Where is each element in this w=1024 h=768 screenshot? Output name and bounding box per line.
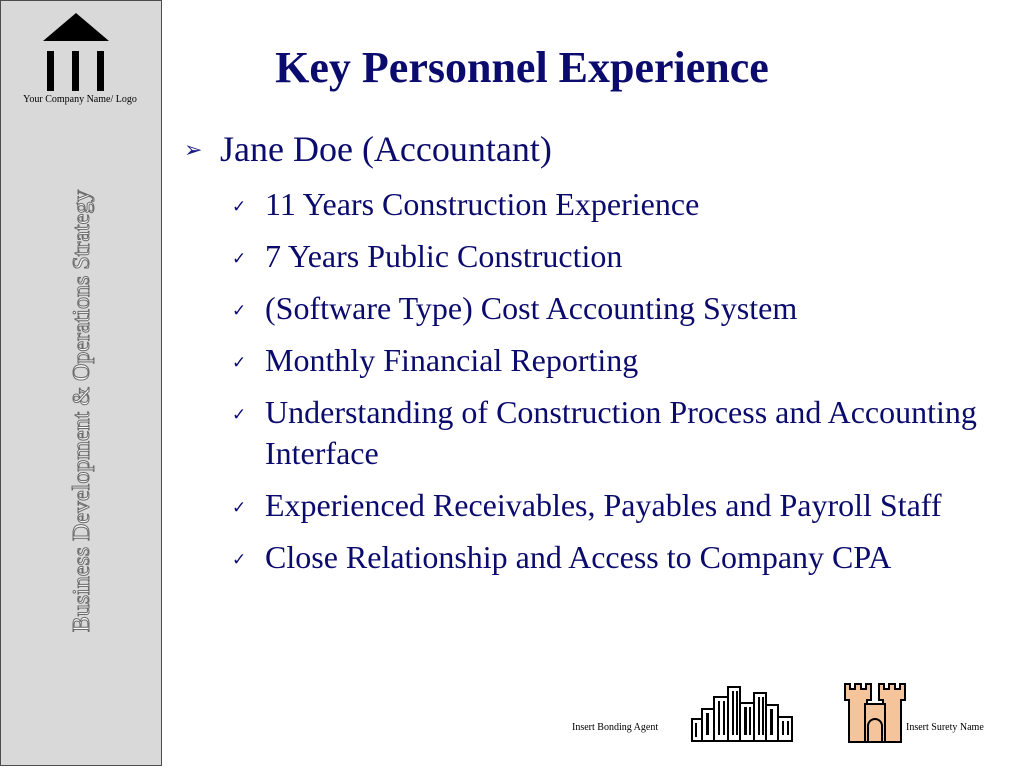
sub-bullet-text: Understanding of Construction Process and Accounting Interface <box>265 394 977 471</box>
sidebar-vertical-text: Business Development & Operations Strategy <box>69 189 95 633</box>
sidebar <box>0 0 162 766</box>
sub-bullet <box>232 340 992 381</box>
sub-bullet-text: Monthly Financial Reporting <box>265 342 639 378</box>
sub-bullet-text: (Software Type) Cost Accounting System <box>265 290 798 326</box>
bonding-agent-label: Insert Bonding Agent <box>572 722 659 733</box>
surety-name-label: Insert Surety Name <box>906 722 984 733</box>
main-bullet-text: Jane Doe (Accountant) <box>220 129 552 169</box>
sub-bullet <box>232 392 992 474</box>
sub-bullet-list <box>232 184 992 589</box>
checkmark-icon: ✓ <box>232 405 247 424</box>
checkmark-icon: ✓ <box>232 197 247 216</box>
city-skyline-icon <box>690 683 794 743</box>
company-name: Your Company Name/ Logo <box>23 94 137 105</box>
sub-bullet-text: 11 Years Construction Experience <box>265 186 700 222</box>
sub-bullet <box>232 485 992 526</box>
sub-bullet <box>232 184 992 225</box>
checkmark-icon: ✓ <box>232 353 247 372</box>
arrow-bullet-icon: ➢ <box>184 137 203 162</box>
building-columns-icon <box>41 11 111 93</box>
sub-bullet <box>232 288 992 329</box>
sub-bullet <box>232 537 992 578</box>
sub-bullet-text: 7 Years Public Construction <box>265 238 623 274</box>
sub-bullet-text: Experienced Receivables, Payables and Payroll Staff <box>265 487 942 523</box>
castle-tower-icon <box>843 682 907 744</box>
slide-title: Key Personnel Experience <box>275 43 769 92</box>
checkmark-icon: ✓ <box>232 550 247 569</box>
sub-bullet-text: Close Relationship and Access to Company CPA <box>265 539 892 575</box>
checkmark-icon: ✓ <box>232 249 247 268</box>
checkmark-icon: ✓ <box>232 498 247 517</box>
sidebar-vertical-wrap <box>59 146 105 676</box>
checkmark-icon: ✓ <box>232 301 247 320</box>
sub-bullet <box>232 236 992 277</box>
